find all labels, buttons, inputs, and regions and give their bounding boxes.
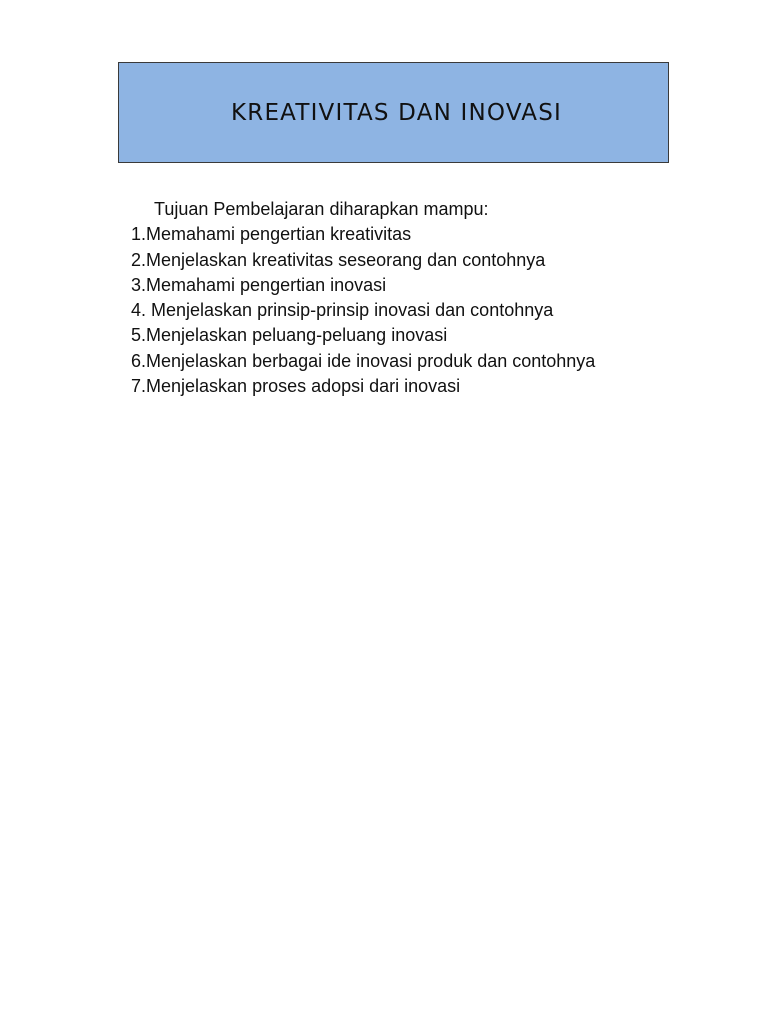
title-box xyxy=(118,62,669,163)
list-item: 4. Menjelaskan prinsip-prinsip inovasi dan contohnya xyxy=(131,300,554,321)
list-item: 7.Menjelaskan proses adopsi dari inovasi xyxy=(131,376,461,397)
list-item: 6.Menjelaskan berbagai ide inovasi produk dan contohnya xyxy=(131,350,596,371)
list-item: 5.Menjelaskan peluang-peluang inovasi xyxy=(131,325,448,346)
list-item: 3.Memahami pengertian inovasi xyxy=(131,274,387,295)
page-title: KREATIVITAS DAN INOVASI xyxy=(230,99,563,126)
list-item: 1.Memahami pengertian kreativitas xyxy=(131,224,412,245)
objectives-list xyxy=(131,222,731,399)
list-item: 2.Menjelaskan kreativitas seseorang dan contohnya xyxy=(131,249,546,270)
objectives-section xyxy=(131,197,731,399)
objectives-intro: Tujuan Pembelajaran diharapkan mampu: xyxy=(154,199,489,219)
